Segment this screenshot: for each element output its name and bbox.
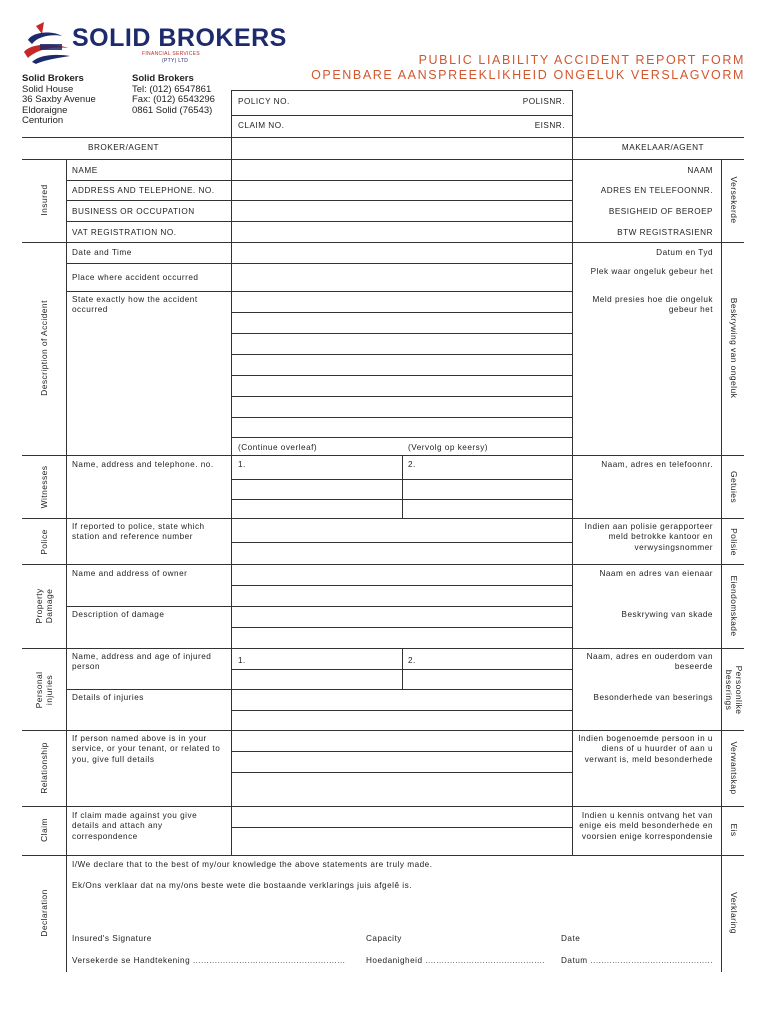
form-title: [311, 53, 745, 83]
accident-how-label-af: Meld presies hoe die ongeluk gebeur het: [592, 295, 713, 315]
section-police-label-af: Polisie: [729, 528, 739, 556]
address-line: 36 Saxby Avenue: [22, 94, 96, 106]
section-description-label-af: Beskrywing van ongeluk: [729, 297, 739, 399]
declaration-text-af: Ek/Ons verklaar dat na my/ons beste wete die bostaande verklarings juis afgelê is.: [72, 881, 412, 890]
section-personal-label-af-text: Persoonlike beserings: [724, 665, 744, 715]
witness-label-af: Naam, adres en telefoonnr.: [601, 460, 713, 469]
insured-business-field[interactable]: [233, 202, 571, 220]
property-damage-label: Description of damage: [72, 610, 165, 619]
insured-vat-label-af: BTW REGISTRASIENR: [617, 228, 713, 237]
continue-overleaf-note-af: (Vervolg op keersy): [408, 443, 489, 452]
continue-overleaf-note: (Continue overleaf): [238, 443, 318, 452]
date-label-af-text: Datum: [561, 956, 588, 965]
injured-name-label-af: Naam, adres en ouderdom van beseerde: [586, 652, 713, 672]
insured-address-field[interactable]: [233, 182, 571, 199]
witness-1-field[interactable]: [233, 457, 401, 517]
police-label: If reported to police, state which station and reference number: [72, 522, 205, 542]
accident-place-label-af: Plek waar ongeluk gebeur het: [590, 267, 713, 276]
injury-details-label: Details of injuries: [72, 693, 144, 702]
insured-vat-label: VAT REGISTRATION NO.: [72, 228, 177, 237]
insured-business-label-af: BESIGHEID OF BEROEP: [608, 207, 713, 216]
witness-2-number: 2.: [408, 460, 416, 469]
date-label-af: [561, 956, 713, 966]
address-line: Eldoraigne: [22, 104, 68, 116]
claim-no-label-af: EISNR.: [534, 121, 565, 130]
section-claim-label: Claim: [39, 818, 49, 842]
property-damage-label-af: Beskrywing van skade: [621, 610, 713, 619]
property-owner-field[interactable]: [233, 566, 571, 605]
accident-date-field[interactable]: [233, 244, 571, 262]
signature-label-af-text: Versekerde se Handtekening: [72, 956, 191, 965]
section-personal-label-af: [724, 662, 744, 718]
property-owner-label-af: Naam en adres van eienaar: [599, 569, 713, 578]
company-address: [22, 74, 96, 127]
section-insured-label-af: Versekerde: [729, 176, 739, 224]
accident-how-field[interactable]: [233, 293, 571, 436]
relationship-label-af: Indien bogenoemde persoon in u diens of u huurder of aan u verwant is, meld besonderhede: [578, 734, 713, 764]
injured-name-label: Name, address and age of injured person: [72, 652, 212, 672]
signature-label: Insured's Signature: [72, 934, 152, 943]
policy-no-label: POLICY NO.: [238, 97, 290, 106]
claim-label: If claim made against you give details and attach any correspondence: [72, 811, 198, 841]
logo-subtitle-1: FINANCIAL SERVICES: [142, 51, 200, 57]
insured-name-label: NAME: [72, 166, 98, 175]
broker-label: BROKER/AGENT: [88, 143, 160, 152]
logo-wordmark: SOLID BROKERS: [72, 24, 287, 52]
signature-label-af: [72, 956, 345, 966]
signature-field[interactable]: ........................................................: [192, 956, 346, 965]
property-damage-field[interactable]: [233, 608, 571, 647]
accident-place-field[interactable]: [233, 265, 571, 290]
capacity-field[interactable]: ............................................: [425, 956, 546, 965]
logo-subtitle-2: (PTY) LTD: [162, 58, 189, 64]
capacity-label-af: [366, 956, 545, 966]
accident-date-label-af: Datum en Tyd: [656, 248, 713, 257]
declaration-text-en: I/We declare that to the best of my/our knowledge the above statements are truly made.: [72, 860, 433, 869]
witness-2-field[interactable]: [404, 457, 571, 517]
insured-name-label-af: NAAM: [687, 166, 713, 175]
broker-field[interactable]: [233, 139, 571, 158]
section-relationship-label: Relationship: [39, 742, 49, 794]
witness-label: Name, address and telephone. no.: [72, 460, 214, 469]
section-declaration-label: Declaration: [39, 889, 49, 937]
address-line: Centurion: [22, 115, 64, 127]
logo-swoosh-icon: [22, 22, 74, 64]
section-police-label: Police: [39, 529, 49, 555]
claim-label-af: Indien u kennis ontvang het van enige eis meld besonderhede en voorsien enige korrespondensie: [579, 811, 713, 841]
date-field[interactable]: .............................................: [590, 956, 713, 965]
insured-vat-field[interactable]: [233, 223, 571, 241]
section-witnesses-label-af: Getuies: [729, 470, 739, 504]
section-witnesses-label: Witnesses: [39, 465, 49, 509]
form-title-en: PUBLIC LIABILITY ACCIDENT REPORT FORM: [418, 53, 745, 67]
contact-fax: Fax: (012) 6543296: [132, 94, 215, 106]
insured-address-label: ADDRESS AND TELEPHONE. NO.: [72, 186, 215, 195]
injured-1-field[interactable]: [233, 650, 401, 688]
section-property-label: [34, 581, 54, 631]
form-title-af: OPENBARE AANSPREEKLIKHEID ONGELUK VERSLAGVORM: [311, 68, 745, 82]
insured-business-label: BUSINESS OR OCCUPATION: [72, 207, 195, 216]
injury-details-field[interactable]: [233, 691, 571, 729]
insured-address-label-af: ADRES EN TELEFOONNR.: [600, 186, 713, 195]
policy-no-label-af: POLISNR.: [522, 97, 565, 106]
date-label: Date: [561, 934, 581, 943]
section-declaration-label-af: Verklaring: [729, 892, 739, 934]
section-personal-label: [34, 667, 54, 713]
accident-place-label: Place where accident occurred: [72, 273, 199, 282]
insured-name-field[interactable]: [233, 161, 571, 179]
property-owner-label: Name and address of owner: [72, 569, 188, 578]
police-label-af: Indien aan polisie gerapporteer meld betrokke kantoor en verwysingsnommer: [584, 522, 713, 552]
company-contact: [132, 74, 215, 116]
section-property-label-text: Property Damage: [34, 588, 54, 624]
section-claim-label-af: Eis: [729, 823, 739, 837]
police-field[interactable]: [233, 520, 571, 563]
claim-field[interactable]: [233, 808, 571, 854]
claim-no-label: CLAIM NO.: [238, 121, 285, 130]
accident-how-label: State exactly how the accident occurred: [72, 295, 198, 315]
section-relationship-label-af: Verwantskap: [729, 741, 739, 795]
logo: [22, 22, 332, 64]
injured-2-field[interactable]: [404, 650, 571, 688]
section-property-label-af: Eiendomskade: [729, 575, 739, 637]
section-personal-label-text: Personal injuries: [34, 671, 54, 709]
relationship-field[interactable]: [233, 732, 571, 805]
capacity-label: Capacity: [366, 934, 402, 943]
injured-1-number: 1.: [238, 656, 246, 665]
broker-label-af: MAKELAAR/AGENT: [621, 143, 704, 152]
injured-2-number: 2.: [408, 656, 416, 665]
address-company-name: Solid Brokers: [22, 73, 84, 84]
section-insured-label: Insured: [39, 184, 49, 216]
accident-date-label: Date and Time: [72, 248, 132, 257]
contact-sharecall: 0861 Solid (76543): [132, 104, 213, 116]
section-description-label: Description of Accident: [39, 300, 49, 396]
contact-company-name: Solid Brokers: [132, 73, 194, 84]
capacity-label-af-text: Hoedanigheid: [366, 956, 423, 965]
injury-details-label-af: Besonderhede van beserings: [593, 693, 713, 702]
address-line: Solid House: [22, 83, 74, 95]
relationship-label: If person named above is in your service, or your tenant, or related to you, give full details: [72, 734, 221, 764]
contact-tel: Tel: (012) 6547861: [132, 83, 212, 95]
claim-no-field[interactable]: [300, 117, 510, 136]
policy-no-field[interactable]: [300, 93, 510, 113]
witness-1-number: 1.: [238, 460, 246, 469]
